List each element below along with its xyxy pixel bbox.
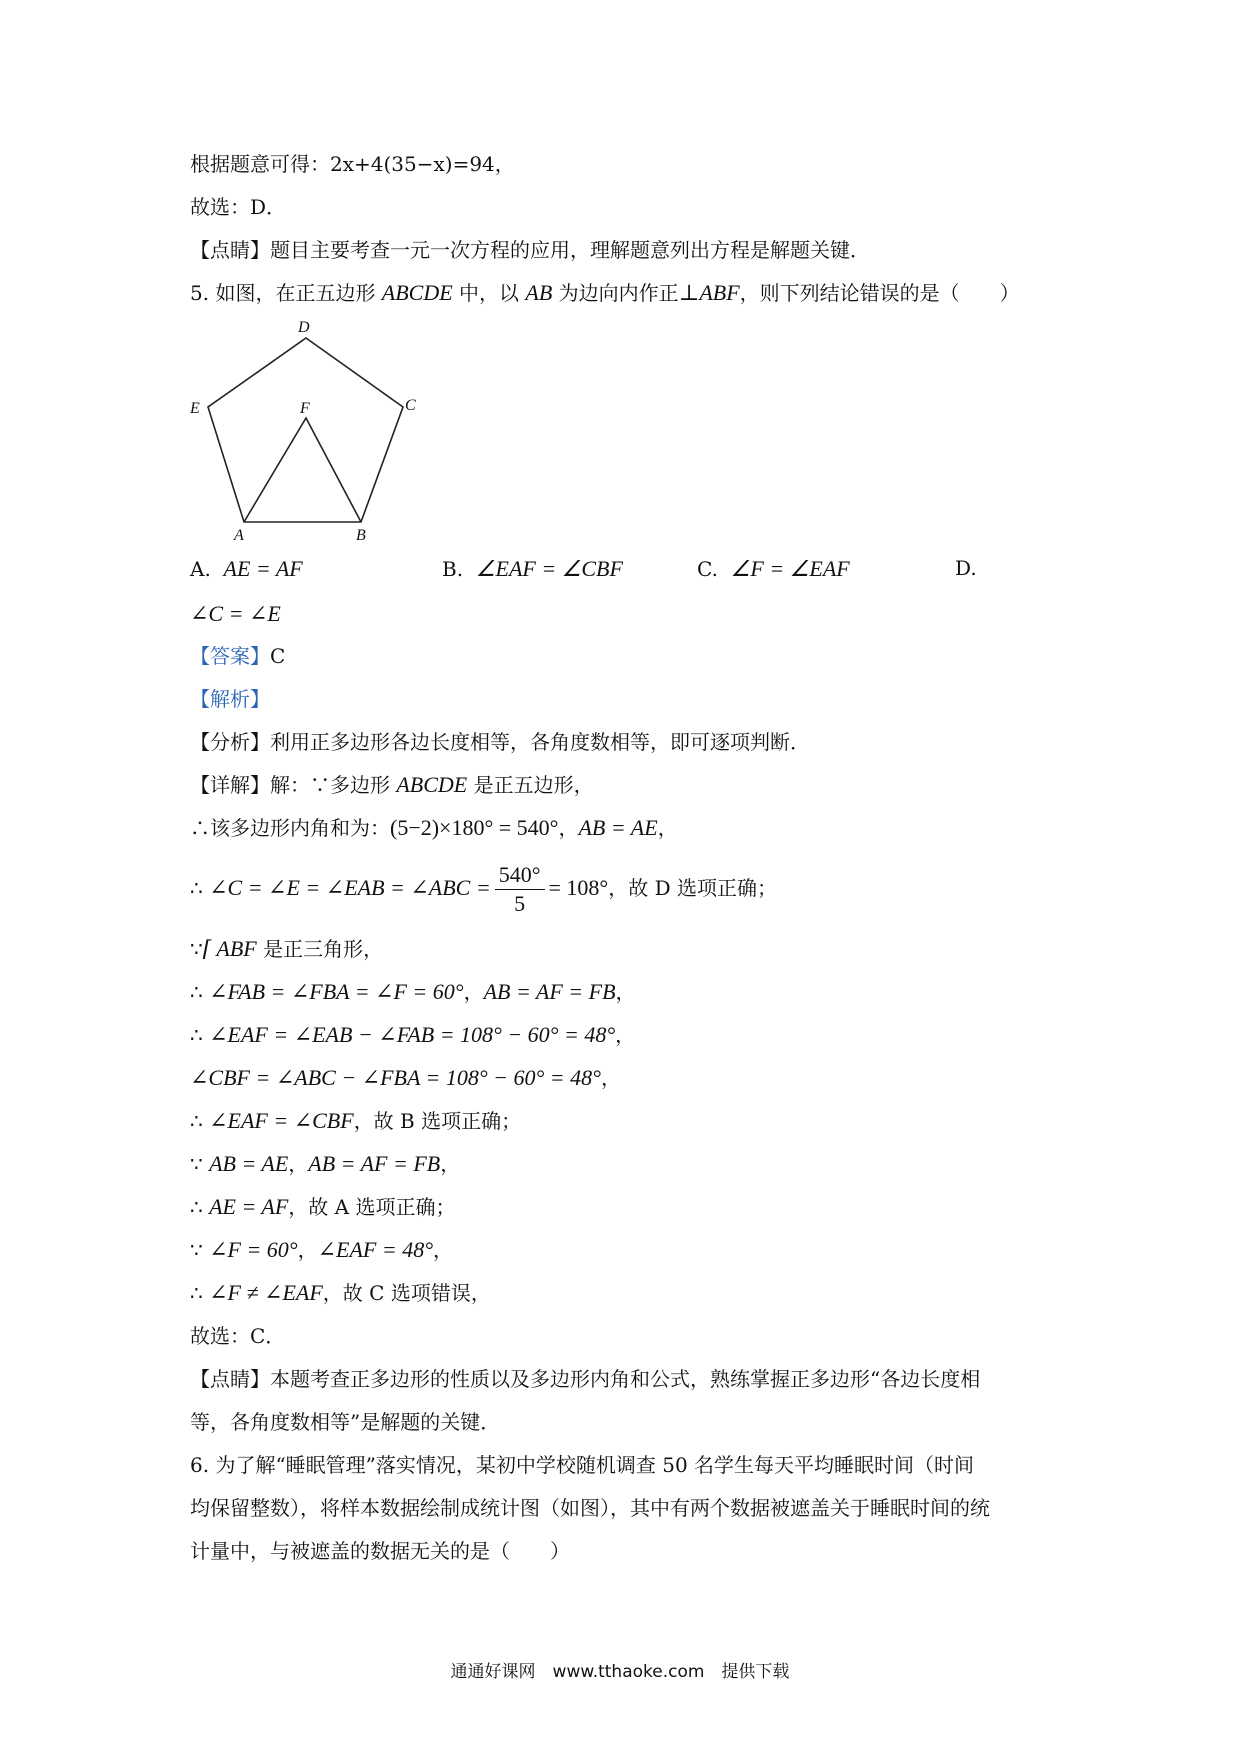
text: ， [288, 1152, 309, 1176]
text-line [190, 150, 515, 178]
option-expr: ∠EAF = ∠CBF [475, 556, 623, 581]
math: ∠F = 60° [209, 1237, 298, 1262]
option-label: C. [697, 557, 718, 581]
math: ∠CBF = ∠ABC − ∠FBA = 108° − 60° = 48° [190, 1065, 601, 1090]
label-a: A [234, 527, 244, 544]
q5-text: 中，以 [452, 281, 526, 305]
equation-line: 根据题意可得：2x+4(35−x)=94， [190, 152, 515, 176]
text: ， [657, 816, 678, 840]
math: ∠FAB = ∠FBA = ∠F = 60° [209, 979, 464, 1004]
q6-text: 6. 为了解“睡眠管理”落实情况，某初中学校随机调查 50 名学生每天平均睡眠时间（时间 [190, 1453, 975, 1477]
math: ABCDE [396, 772, 468, 797]
pentagon-abcde [208, 338, 403, 522]
math: ∠C = ∠E = ∠EAB = ∠ABC = [209, 875, 491, 900]
text: ， [600, 1066, 621, 1090]
math: AB [525, 280, 553, 305]
label-d: D [298, 319, 310, 336]
question-5 [190, 279, 1020, 307]
pentagon-figure [190, 318, 430, 548]
detail-line-4 [190, 935, 383, 963]
label-b: B [356, 527, 366, 544]
label-f: F [300, 400, 310, 417]
detail-line-13 [190, 1322, 285, 1350]
section-text: 等，各角度数相等”是解题的关键． [190, 1410, 501, 1434]
q6-text: 计量中，与被遮盖的数据无关的是（ ） [190, 1539, 570, 1563]
text: ，故 B 选项正确； [353, 1109, 522, 1133]
math: AE = AF [209, 1194, 289, 1219]
text: ， [440, 1152, 461, 1176]
text: ， [433, 1238, 454, 1262]
q6-text: 均保留整数），将样本数据绘制成统计图（如图），其中有两个数据被遮盖关于睡眠时间的统 [190, 1496, 990, 1520]
option-expr: ∠F = ∠EAF [730, 556, 850, 581]
section-text: 题目主要考查一元一次方程的应用，理解题意列出方程是解题关键． [270, 238, 870, 262]
text: 解：∵多边形 [270, 773, 397, 797]
text: ∴ [190, 1023, 210, 1047]
detail-line-2 [190, 814, 678, 842]
detail-line-3 [190, 858, 777, 918]
text: ∴ [190, 1281, 210, 1305]
analysis-tag: 【解析】 [190, 687, 270, 711]
math: = 108° [548, 875, 609, 900]
answer-tag: 【答案】 [190, 644, 270, 668]
option-d-expr-line [190, 600, 281, 628]
triangle-abf [244, 418, 361, 522]
page-footer: 通通好课网 www.tthaoke.com 提供下载 [450, 1662, 790, 1682]
text: ，故 A 选项正确； [288, 1195, 456, 1219]
detail-line-10 [190, 1193, 455, 1221]
q5-text: ，则下列结论错误的是（ ） [739, 281, 1020, 305]
fraction-denominator: 5 [514, 891, 526, 916]
math: ∠EAF = 48° [317, 1237, 434, 1262]
fraction [495, 861, 545, 918]
text: ∴ [190, 876, 210, 900]
dianjing-line-2b [190, 1408, 500, 1436]
option-expr: AE = AF [223, 556, 303, 581]
analysis-line [190, 685, 270, 713]
option-c [697, 556, 850, 582]
label-e: E [190, 400, 200, 417]
text: ， [615, 1023, 636, 1047]
question-6-line-2 [190, 1494, 990, 1522]
detail-line-6 [190, 1021, 635, 1049]
detail-line-7 [190, 1064, 621, 1092]
math: AB = AE [578, 815, 658, 840]
section-tag: 【点睛】 [190, 238, 270, 262]
math: (5−2)×180° = 540° [390, 815, 559, 840]
section-tag: 【详解】 [190, 773, 270, 797]
text: ∴该多边形内角和为： [190, 816, 390, 840]
fraction-numerator: 540° [495, 861, 545, 890]
math: ABCDE [381, 280, 453, 305]
choice-line: 故选：D． [190, 195, 287, 219]
dianjing-line-2 [190, 1365, 980, 1393]
text: ∵ [190, 1238, 210, 1262]
answer-line [190, 642, 285, 670]
text: ， [297, 1238, 318, 1262]
answer-value: C [270, 644, 286, 668]
text: ， [615, 980, 636, 1004]
text: 故选：C． [190, 1324, 286, 1348]
section-tag: 【点睛】 [190, 1367, 270, 1391]
text: ， [558, 816, 579, 840]
text: ∵ [190, 937, 203, 961]
math: AB = AE [209, 1151, 289, 1176]
detail-line-1 [190, 771, 594, 799]
math: AB = AF = FB [308, 1151, 441, 1176]
q5-text: 为边向内作正 [552, 281, 679, 305]
math: ⌈ ABF [202, 936, 257, 961]
option-label: B. [442, 557, 464, 581]
math: ⊥ABF [678, 280, 740, 305]
math: ∠F ≠ ∠EAF [209, 1280, 323, 1305]
label-c: C [405, 397, 416, 414]
detail-line-8 [190, 1107, 521, 1135]
option-label: D. [955, 556, 977, 580]
text: ∵ [190, 1152, 210, 1176]
text: ，故 D 选项正确； [608, 876, 777, 900]
math: AB = AF = FB [483, 979, 616, 1004]
q5-text: 5. 如图，在正五边形 [190, 281, 382, 305]
text: 是正五边形， [467, 773, 594, 797]
text: ，故 C 选项错误， [322, 1281, 491, 1305]
option-a [190, 556, 303, 582]
detail-line-5 [190, 978, 636, 1006]
math: ∠EAF = ∠CBF [209, 1108, 354, 1133]
section-text: 本题考查正多边形的性质以及多边形内角和公式，熟练掌握正多边形“各边长度相 [270, 1367, 981, 1391]
detail-line-12 [190, 1279, 491, 1307]
section-tag: 【分析】 [190, 730, 270, 754]
text: ， [463, 980, 484, 1004]
option-expr: ∠C = ∠E [190, 601, 281, 626]
question-6-line-1 [190, 1451, 974, 1479]
section-text: 利用正多边形各边长度相等，各角度数相等，即可逐项判断． [270, 730, 810, 754]
detail-line-9 [190, 1150, 460, 1178]
text: ∴ [190, 1109, 210, 1133]
text-line [190, 193, 286, 221]
dianjing-line [190, 236, 870, 264]
option-label: A. [190, 557, 211, 581]
fenxi-line [190, 728, 810, 756]
text: ∴ [190, 980, 210, 1004]
detail-line-11 [190, 1236, 453, 1264]
question-6-line-3 [190, 1537, 570, 1565]
option-b [442, 556, 623, 582]
text: 是正三角形， [256, 937, 384, 961]
math: ∠EAF = ∠EAB − ∠FAB = 108° − 60° = 48° [209, 1022, 616, 1047]
option-d [955, 556, 977, 580]
text: ∴ [190, 1195, 210, 1219]
